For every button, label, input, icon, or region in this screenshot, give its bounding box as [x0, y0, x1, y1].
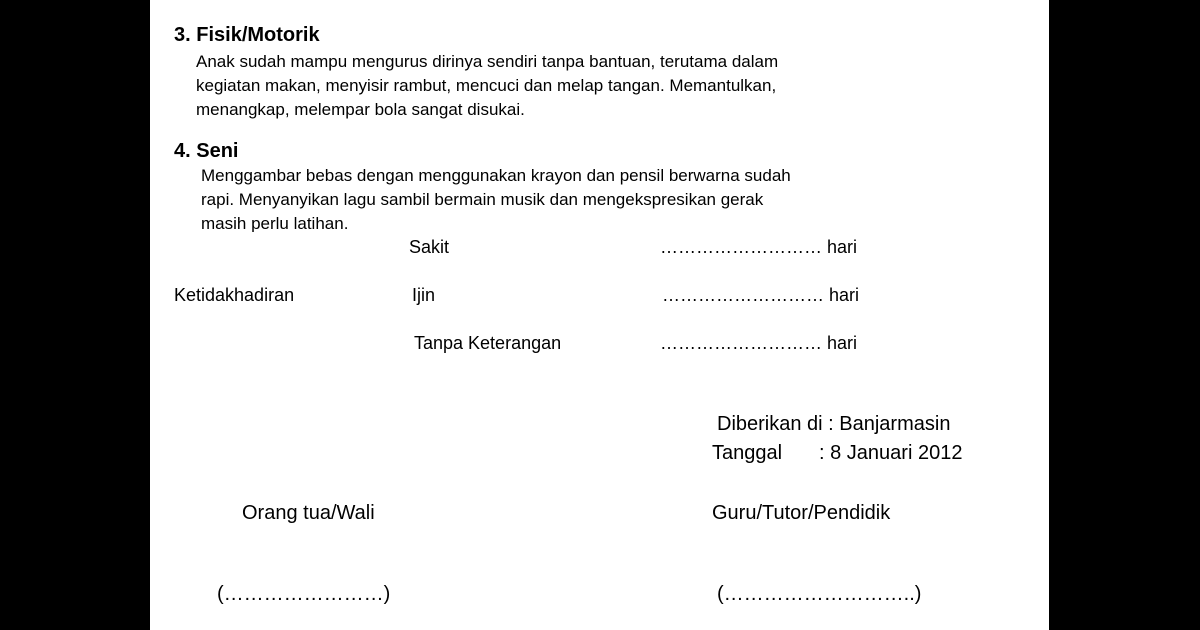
issued-place: Diberikan di : Banjarmasin [717, 413, 951, 435]
issued-date-value: : 8 Januari 2012 [819, 442, 963, 464]
section-heading-fisik-motorik: 3. Fisik/Motorik [174, 24, 320, 46]
section-body-seni [201, 164, 791, 232]
attendance-type-tanpa-keterangan: Tanpa Keterangan [414, 333, 562, 353]
paragraph-line: rapi. Menyanyikan lagu sambil bermain musik dan mengekspresikan gerak [201, 190, 764, 209]
attendance-type-sakit: Sakit [409, 237, 450, 257]
attendance-fill-sakit: ……………………… hari [660, 237, 858, 257]
section-body-fisik-motorik [196, 50, 778, 122]
attendance-type-ijin: Ijin [412, 285, 436, 305]
paragraph-line: menangkap, melempar bola sangat disukai. [196, 100, 525, 119]
signature-blank-teacher: (………………………..) [717, 583, 922, 605]
paragraph-line: kegiatan makan, menyisir rambut, mencuci dan melap tangan. Memantulkan, [196, 76, 777, 95]
signature-title-parent: Orang tua/Wali [242, 502, 375, 524]
signature-blank-parent: (……………………) [217, 583, 391, 605]
paragraph-line: Menggambar bebas dengan menggunakan krayon dan pensil berwarna sudah [201, 166, 791, 185]
attendance-fill-ijin: ……………………… hari [662, 285, 860, 305]
signature-title-teacher: Guru/Tutor/Pendidik [712, 502, 891, 524]
report-page [150, 0, 1049, 630]
issued-date-label: Tanggal [712, 442, 783, 464]
attendance-label: Ketidakhadiran [174, 285, 295, 305]
paragraph-line: Anak sudah mampu mengurus dirinya sendiri tanpa bantuan, terutama dalam [196, 52, 779, 71]
paragraph-line: masih perlu latihan. [201, 214, 349, 232]
attendance-fill-tanpa-keterangan: ……………………… hari [660, 333, 858, 353]
section-heading-seni: 4. Seni [174, 140, 239, 162]
